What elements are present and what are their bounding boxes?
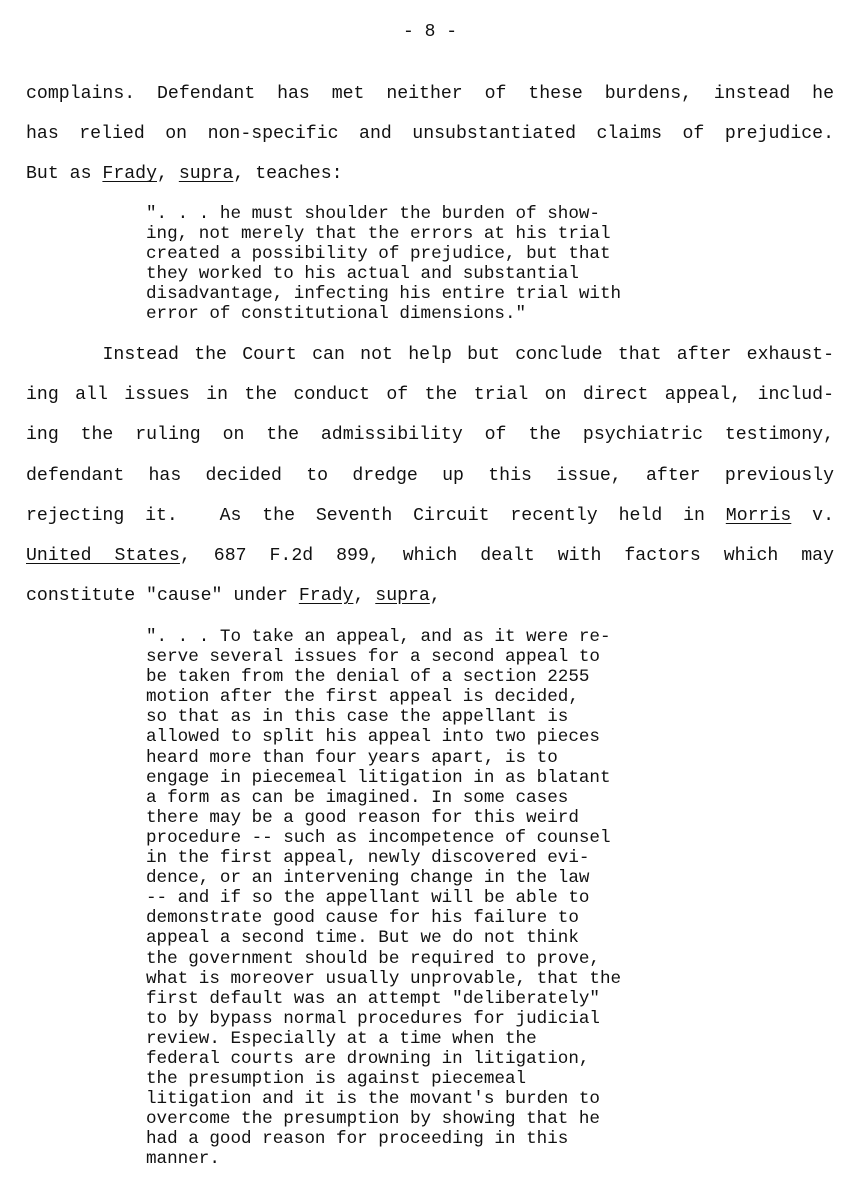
block-quote-2 bbox=[146, 627, 706, 1170]
quote-2-line: appeal a second time. But we do not think bbox=[146, 928, 579, 949]
quote-1-line: disadvantage, infecting his entire trial with bbox=[146, 284, 622, 305]
quote-2-line: there may be a good reason for this weird bbox=[146, 807, 579, 828]
text-run: , bbox=[353, 586, 376, 607]
paragraph-1-line-3 bbox=[26, 154, 834, 194]
quote-2-line: be taken from the denial of a section 2255 bbox=[146, 667, 590, 688]
text-run: , bbox=[156, 164, 179, 185]
quote-2-line: manner. bbox=[146, 1149, 220, 1170]
supra-citation: supra bbox=[178, 164, 234, 185]
quote-2-line: serve several issues for a second appeal to bbox=[146, 647, 600, 668]
paragraph-2-line-1: Instead the Court can not help but conclude that after exhaust- bbox=[26, 345, 834, 365]
paragraph-2 bbox=[26, 335, 834, 616]
quote-1-line: ". . . he must shoulder the burden of show- bbox=[146, 204, 600, 224]
quote-2-line: federal courts are drowning in litigation, bbox=[146, 1048, 590, 1069]
quote-2-line: dence, or an intervening change in the law bbox=[146, 868, 590, 889]
quote-2-line: review. Especially at a time when the bbox=[146, 1028, 537, 1049]
quote-2-line: to by bypass normal procedures for judicial bbox=[146, 1008, 600, 1029]
quote-2-line: the presumption is against piecemeal bbox=[146, 1069, 527, 1090]
quote-2-line: litigation and it is the movant's burden to bbox=[146, 1089, 600, 1110]
supra-citation: supra bbox=[375, 586, 430, 607]
quote-2-line: procedure -- such as incompetence of counsel bbox=[146, 827, 611, 848]
case-citation-frady: Frady bbox=[102, 164, 157, 185]
paragraph-2-line-4: defendant has decided to dredge up this issue, after previously bbox=[26, 465, 834, 486]
quote-2-line: in the first appeal, newly discovered evi- bbox=[146, 848, 590, 869]
quote-2-line: allowed to split his appeal into two pieces bbox=[146, 727, 600, 748]
quote-2-line: so that as in this case the appellant is bbox=[146, 707, 569, 728]
quote-2-line: first default was an attempt "deliberately" bbox=[146, 988, 600, 1009]
case-citation-frady: Frady bbox=[298, 586, 354, 607]
paragraph-1-line-2: has relied on non-specific and unsubstantiated claims of prejudice. bbox=[26, 124, 834, 145]
quote-2-line: demonstrate good cause for his failure to bbox=[146, 908, 579, 929]
quote-2-line: engage in piecemeal litigation in as blatant bbox=[146, 767, 611, 788]
case-citation-morris: Morris bbox=[725, 505, 792, 526]
quote-2-line: what is moreover usually unprovable, that the bbox=[146, 968, 622, 989]
page-number: - 8 - bbox=[402, 22, 457, 42]
case-citation-united-states: United States bbox=[26, 545, 180, 566]
quote-1-line: they worked to his actual and substantial bbox=[146, 264, 579, 285]
text-run: constitute "cause" under bbox=[26, 586, 299, 607]
quote-1-line: ing, not merely that the errors at his trial bbox=[146, 224, 611, 245]
block-quote-1 bbox=[146, 204, 706, 325]
quote-2-line: -- and if so the appellant will be able to bbox=[146, 888, 590, 909]
text-run: , bbox=[429, 586, 441, 607]
text-run: , teaches: bbox=[233, 164, 343, 185]
quote-1-line: created a possibility of prejudice, but that bbox=[146, 244, 611, 265]
quote-2-line: ". . . To take an appeal, and as it were re- bbox=[146, 627, 611, 647]
paragraph-1 bbox=[26, 74, 834, 195]
quote-2-line: heard more than four years apart, is to bbox=[146, 747, 558, 768]
paragraph-1-line-1: complains. Defendant has met neither of these burdens, instead he bbox=[26, 84, 834, 104]
paragraph-2-line-2: ing all issues in the conduct of the trial on direct appeal, includ- bbox=[26, 385, 834, 406]
quote-1-line: error of constitutional dimensions." bbox=[146, 304, 527, 325]
text-run: But as bbox=[26, 164, 103, 185]
text-run: , 687 F.2d 899, which dealt with factors which may bbox=[179, 545, 834, 566]
text-run: rejecting it. As the Seventh Circuit recently held in bbox=[26, 505, 726, 526]
paragraph-2-line-5 bbox=[26, 496, 834, 536]
quote-2-line: the government should be required to prove, bbox=[146, 948, 600, 969]
quote-2-line: motion after the first appeal is decided, bbox=[146, 687, 579, 708]
quote-2-line: a form as can be imagined. In some cases bbox=[146, 787, 569, 808]
paragraph-2-line-6 bbox=[26, 536, 834, 576]
quote-2-line: had a good reason for proceeding in this bbox=[146, 1129, 569, 1150]
paragraph-2-line-3: ing the ruling on the admissibility of the psychiatric testimony, bbox=[26, 425, 834, 446]
paragraph-2-line-7 bbox=[26, 576, 834, 616]
quote-2-line: overcome the presumption by showing that he bbox=[146, 1109, 600, 1130]
text-run: v. bbox=[791, 505, 834, 526]
